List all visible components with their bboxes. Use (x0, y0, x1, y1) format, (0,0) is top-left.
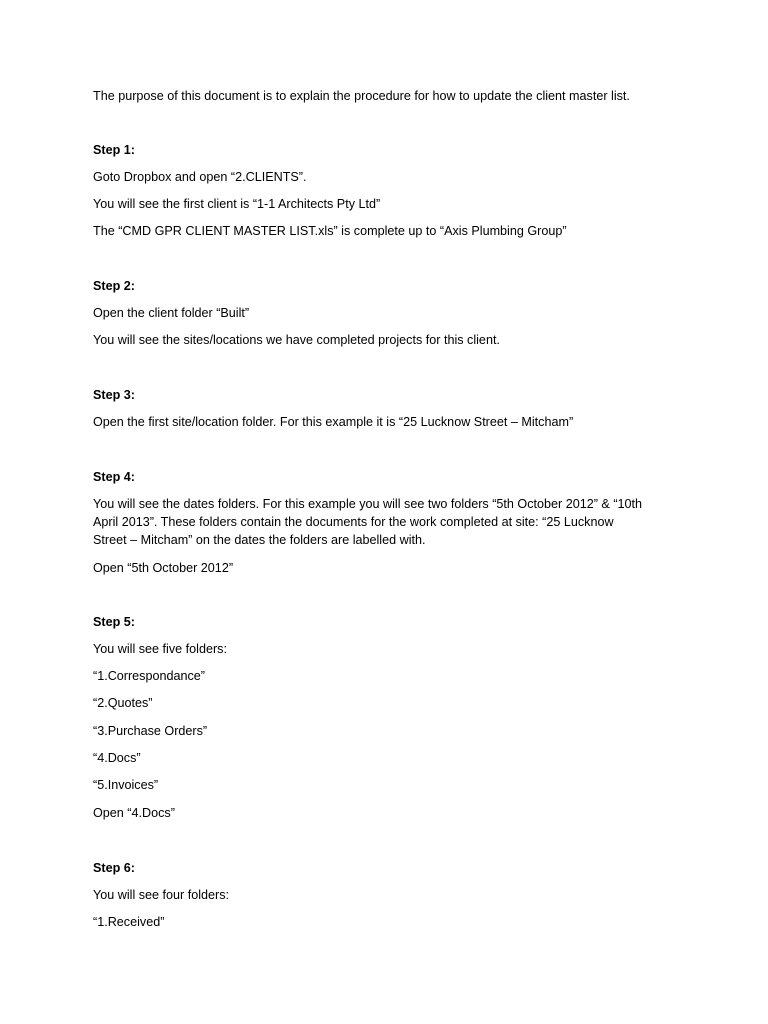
step-5-line-3: “2.Quotes” (93, 696, 153, 710)
step-4-paragraph-line-3: Street – Mitcham” on the dates the folders are labelled with. (93, 533, 426, 547)
step-2-heading: Step 2: (93, 279, 135, 293)
step-5-line-1: You will see five folders: (93, 642, 227, 656)
step-5-line-2: “1.Correspondance” (93, 669, 206, 683)
step-5-line-7: Open “4.Docs” (93, 806, 175, 820)
intro-paragraph: The purpose of this document is to explain the procedure for how to update the client master list. (93, 89, 630, 103)
step-4-paragraph-line-2: April 2013”. These folders contain the documents for the work completed at site: “25 Lucknow (93, 515, 614, 529)
step-3-line-1: Open the first site/location folder. For this example it is “25 Lucknow Street – Mitcham” (93, 415, 574, 429)
step-5-line-6: “5.Invoices” (93, 778, 159, 792)
step-4-heading: Step 4: (93, 470, 135, 484)
step-1-heading: Step 1: (93, 143, 135, 157)
step-6-line-1: You will see four folders: (93, 888, 230, 902)
step-5-heading: Step 5: (93, 615, 135, 629)
step-6-line-2: “1.Received” (93, 915, 165, 929)
step-6-heading: Step 6: (93, 861, 135, 875)
step-2-line-1: Open the client folder “Built” (93, 306, 250, 320)
step-5-line-4: “3.Purchase Orders” (93, 724, 208, 738)
step-3-heading: Step 3: (93, 388, 135, 402)
step-4-paragraph-line-1: You will see the dates folders. For this example you will see two folders “5th October 2012” & “10th (93, 497, 643, 511)
step-2-line-2: You will see the sites/locations we have completed projects for this client. (93, 333, 500, 347)
step-4-line-1: Open “5th October 2012” (93, 561, 234, 575)
step-5-line-5: “4.Docs” (93, 751, 141, 765)
step-1-line-2: You will see the first client is “1-1 Architects Pty Ltd” (93, 197, 381, 211)
step-1-line-3: The “CMD GPR CLIENT MASTER LIST.xls” is complete up to “Axis Plumbing Group” (93, 224, 567, 238)
step-1-line-1: Goto Dropbox and open “2.CLIENTS”. (93, 170, 307, 184)
